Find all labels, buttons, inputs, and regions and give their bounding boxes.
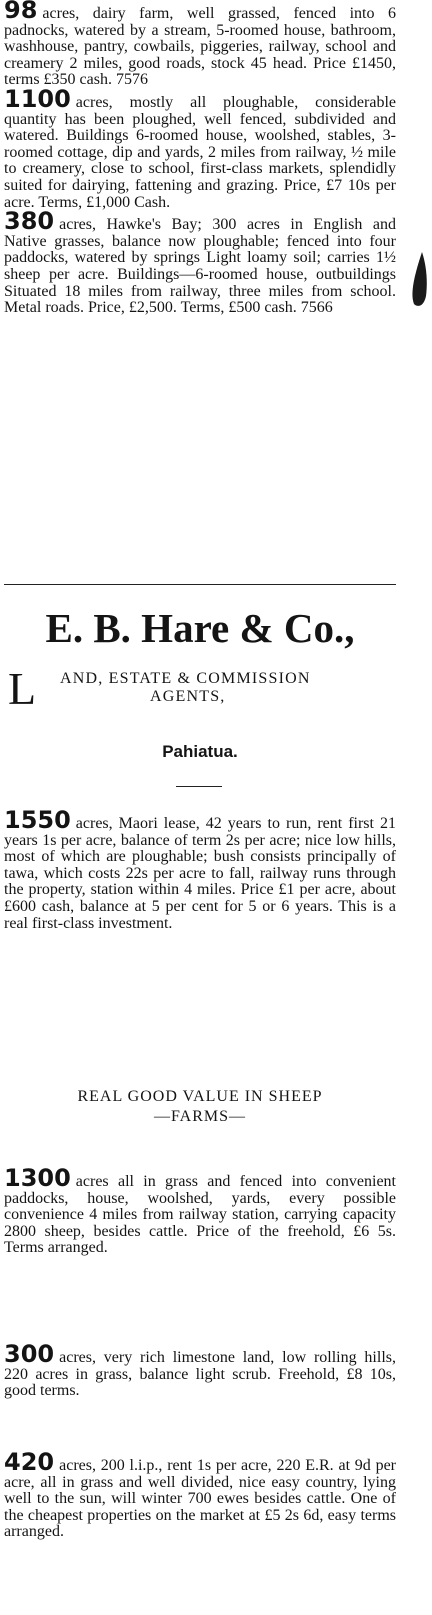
listing-1300 xyxy=(4,1164,396,1257)
listing-1550-block xyxy=(4,806,396,932)
listing-1300-block xyxy=(4,1164,396,1257)
acreage-number: 1100 xyxy=(4,84,71,113)
margin-blot xyxy=(408,250,428,310)
firm-description-line1: AND, ESTATE & COMMISSION xyxy=(60,670,311,687)
drop-cap: L xyxy=(8,663,37,714)
listing-text: acres, 200 l.i.p., rent 1s per acre, 220 E.R. at 9d per acre, all in grass and well divided, nice easy country, lying well to the sun, will winter 700 ewes besides cattle. One of the cheapest properties on the market at £5 2s 6d, easy terms arranged. xyxy=(4,1457,396,1541)
section-divider xyxy=(4,584,396,585)
listing-text: acres, very rich limestone land, low rolling hills, 220 acres in grass, balance light scrub. Freehold, £8 10s, good terms. xyxy=(4,1349,396,1400)
listing-text: acres, Maori lease, 42 years to run, rent first 21 years 1s per acre, balance of term 2s per acre; nice low hills, most of which are ploughable; bush consists principally of tawa, which costs 22s per acre to fall, railway runs through the property, station within 4 miles. Price £1 per acre, about £600 cash, balance at 5 per cent for 5 or 6 years. This is a real first-class investment. xyxy=(4,815,396,932)
listing-text: acres, mostly all ploughable, considerable quantity has been ploughed, well fenced, subdivided and watered. Buildings 6-roomed house, woolshed, stables, 3-roomed cottage, dip and yards, 2 miles from railway, ½ mile to creamery, close to school, first-class markets, splendidly suited for dairying, fattening and grazing. Price, £7 10s per acre. Terms, £1,000 Cash. xyxy=(4,93,396,211)
firm-town: Pahiatua. xyxy=(162,742,238,761)
listing-300 xyxy=(4,1340,396,1400)
firm-name: E. B. Hare & Co., xyxy=(45,605,355,651)
acreage-number: 420 xyxy=(4,1448,55,1476)
listing-text: acres, Hawke's Bay; 300 acres in English and Native grasses, balance now ploughable; fenced into four paddocks, watered by springs Light loamy soil; carries 1½ sheep per acre. Buildings—6-roomed house, outbuildings Situated 18 miles from railway, three miles from school. Metal roads. Price, £2,500. Terms, £500 cash. 7566 xyxy=(4,216,396,317)
acreage-number: 380 xyxy=(4,207,55,236)
listing-420 xyxy=(4,1448,396,1541)
sheep-farms-heading-line1: REAL GOOD VALUE IN SHEEP xyxy=(77,1088,323,1105)
listing-1100 xyxy=(4,84,396,211)
sheep-farms-heading-line2: —FARMS— xyxy=(153,1108,247,1125)
firm-description-line2: AGENTS, xyxy=(150,688,226,705)
acreage-number: 1550 xyxy=(4,806,71,834)
listing-98 xyxy=(4,2,396,89)
firm-description xyxy=(4,663,396,714)
listing-text: acres all in grass and fenced into convenient paddocks, house, woolshed, yards, every possible convenience 4 miles from railway station, carrying capacity 2800 sheep, besides cattle. Price of the freehold, £6 5s. Terms arranged. xyxy=(4,1173,396,1257)
acreage-number: 1300 xyxy=(4,1164,71,1192)
listing-text: acres, dairy farm, well grassed, fenced into 6 padnocks, watered by a stream, 5-roomed house, bathroom, washhouse, pantry, cowbails, piggeries, railway, school and creamery 2 miles, good roads, stock 45 head. Price £1450, terms £350 cash. 7576 xyxy=(4,5,396,89)
listing-1550 xyxy=(4,806,396,932)
acreage-number: 300 xyxy=(4,1340,55,1368)
listing-420-block xyxy=(4,1448,396,1541)
listing-380 xyxy=(4,207,396,317)
listing-300-block xyxy=(4,1340,396,1400)
short-divider xyxy=(176,786,222,787)
listings-column-top xyxy=(4,0,396,317)
acreage-number: 98 xyxy=(4,0,38,24)
